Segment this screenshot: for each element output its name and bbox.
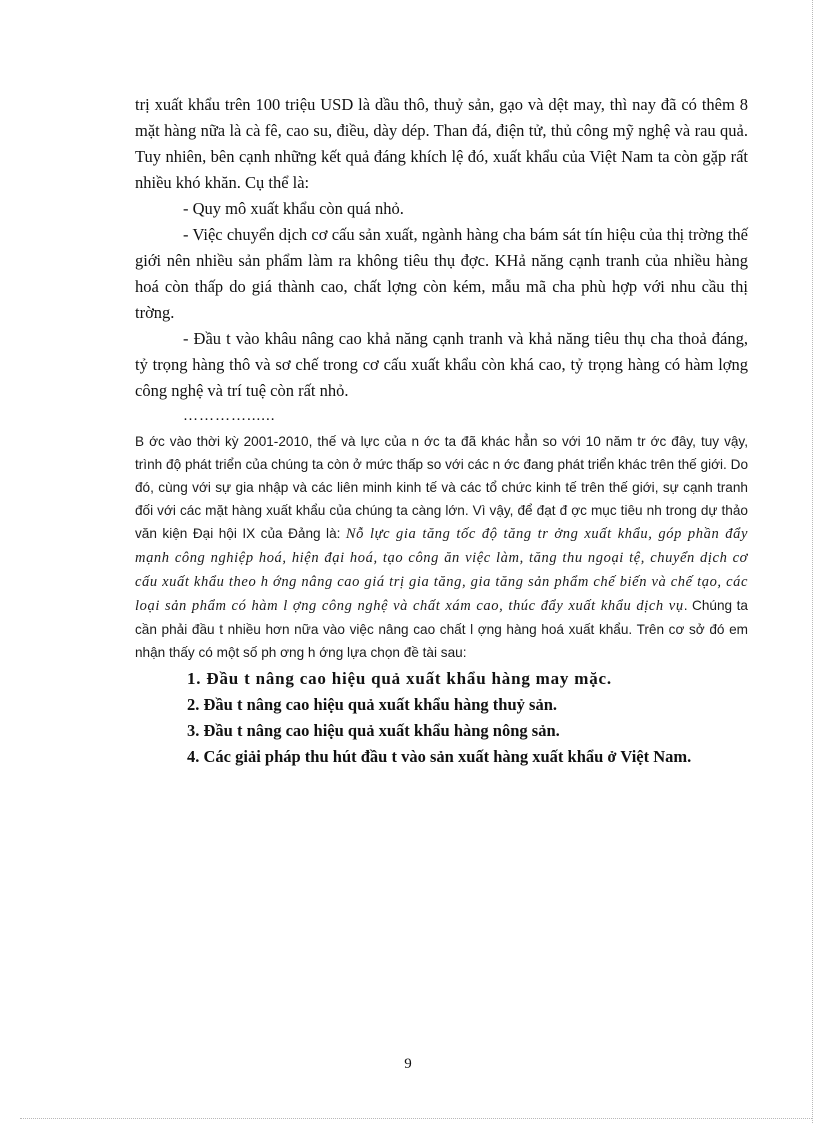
page-body — [135, 92, 748, 770]
topic-option: 4. Các giải pháp thu hút đầu t vào sản xuất hàng xuất khẩu ở Việt Nam. — [187, 747, 692, 766]
topic-option: 2. Đầu t nâng cao hiệu quả xuất khẩu hàng thuỷ sản. — [187, 695, 558, 714]
ellipsis-separator: …………...... — [183, 408, 276, 424]
topic-options-list — [135, 666, 748, 770]
page-number: 9 — [404, 1056, 412, 1072]
topic-option: 1. Đầu t nâng cao hiệu quả xuất khẩu hàng may mặc. — [187, 669, 612, 688]
bullet-restructuring: - Việc chuyển dịch cơ cấu sản xuất, ngành hàng cha bám sát tín hiệu của thị trờng thế giới nên nhiều sản phẩm làm ra không tiêu thụ đợc. KHả năng cạnh tranh của nhiều hàng hoá còn thấp do giá thành cao, chất lợng còn kém, mẫu mã cha phù hợp với nhu cầu thị trờng. — [135, 225, 748, 322]
bullet-scale: - Quy mô xuất khẩu còn quá nhỏ. — [183, 199, 404, 218]
paragraph-export-items: trị xuất khẩu trên 100 triệu USD là dầu thô, thuỷ sản, gạo và dệt may, thì nay đã có thêm 8 mặt hàng nữa là cà fê, cao su, điều, dày dép. Than đá, điện tử, thủ công mỹ nghệ và rau quả. Tuy nhiên, bên cạnh những kết quả đáng khích lệ đó, xuất khẩu của Việt Nam ta còn gặp rất nhiều khó khăn. Cụ thể là: — [135, 95, 748, 192]
page-border-right — [812, 0, 813, 1123]
congress-quote: Nỗ lực gia tăng tốc độ tăng tr ởng xuất khẩu, góp phần đẩy mạnh công nghiệp hoá, hiện đại hoá, tạo công ăn việc làm, tăng thu ngoại tệ, chuyển dịch cơ cấu xuất khẩu theo h ớng nâng cao giá trị gia tăng, gia tăng sản phẩm chế biến và chế tạo, các loại sản phẩm có hàm l ợng công nghệ và chất xám cao, thúc đẩy xuất khẩu dịch vụ — [135, 526, 748, 614]
page-border-bottom — [20, 1118, 812, 1119]
topic-option: 3. Đầu t nâng cao hiệu quả xuất khẩu hàng nông sản. — [187, 721, 560, 740]
context-tail: . Chúng ta cần phải đầu t nhiều hơn nữa vào việc nâng cao chất l ợng hàng hoá xuất khẩu. Trên cơ sở đó em nhận thấy có một số ph ơng h ớng lựa chọn đề tài sau: — [135, 598, 748, 660]
paragraph-context — [135, 430, 748, 664]
context-lead: B ớc vào thời kỳ 2001-2010, thế và lực của n ớc ta đã khác hẳn so với 10 năm tr ớc đây, tuy vậy, trình độ phát triển của chúng ta còn ở mức thấp so với các n ớc đang phát triển khác trên thế giới. Do đó, cùng với sự gia nhập và các liên minh kinh tế và các tổ chức kinh tế trên thế giới, sự cạnh tranh đối với các mặt hàng xuất khẩu của chúng ta càng lớn. Vì vậy, để đạt đ ợc mục tiêu nh trong dự thảo văn kiện Đại hội IX của Đảng là: — [135, 434, 748, 541]
bullet-investment: - Đầu t vào khâu nâng cao khả năng cạnh tranh và khả năng tiêu thụ cha thoả đáng, tỷ trọng hàng thô và sơ chế trong cơ cấu xuất khẩu còn khá cao, tỷ trọng hàng có hàm lợng công nghệ và trí tuệ còn rất nhỏ. — [135, 329, 748, 400]
